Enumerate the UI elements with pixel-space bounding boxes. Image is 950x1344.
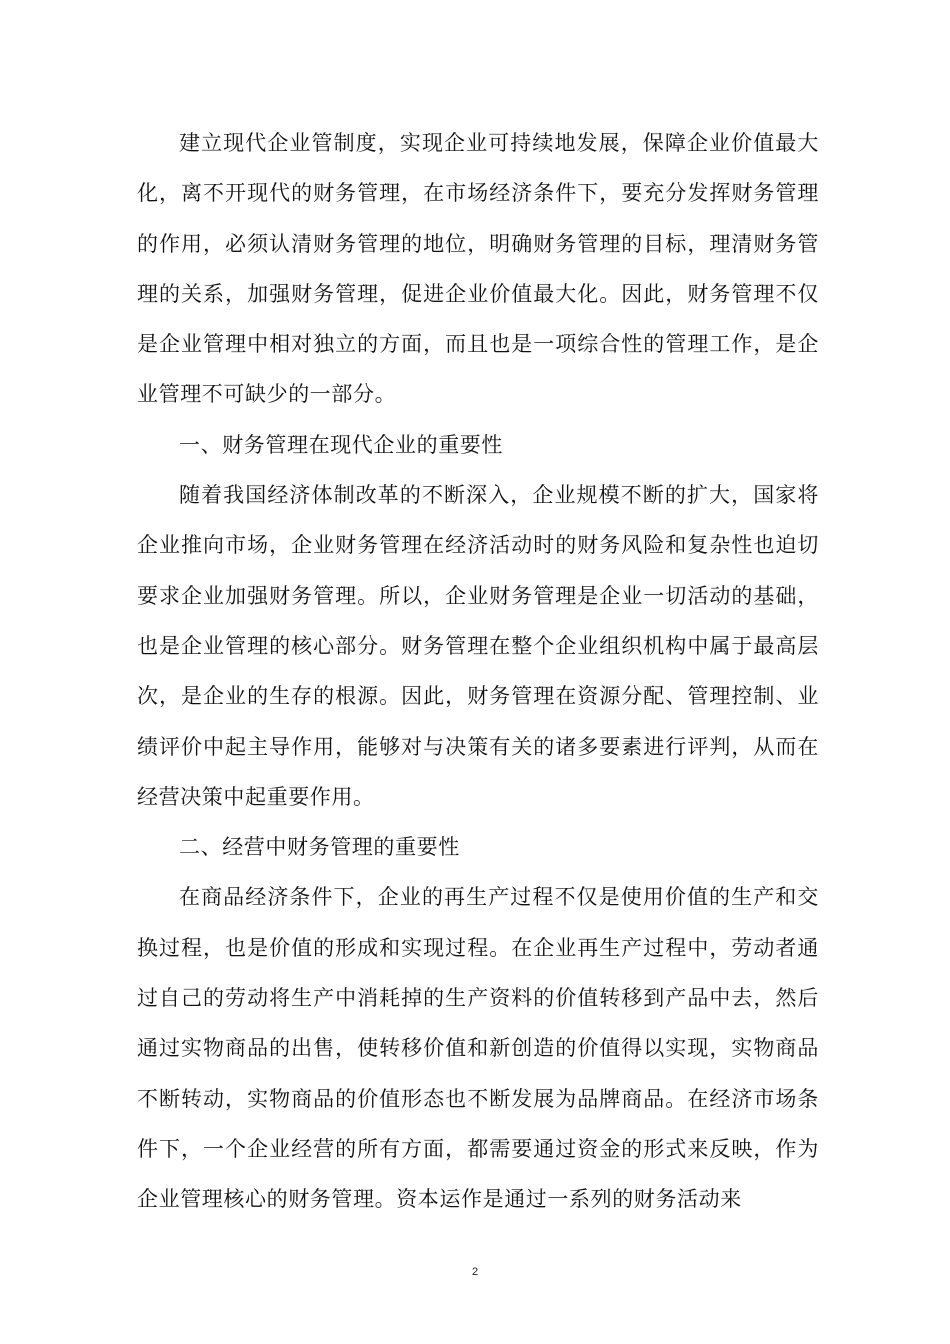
section-heading-1: 一、财务管理在现代企业的重要性 — [179, 432, 503, 457]
page-number: 2 — [471, 1266, 479, 1278]
intro-paragraph: 建立现代企业管制度，实现企业可持续地发展，保障企业价值最大化，离不开现代的财务管理，在市场经济条件下，要充分发挥财务管理的作用，必须认清财务管理的地位，明确财务管理的目标，理清财务管理的关系，加强财务管理，促进企业价值最大化。因此，财务管理不仅是企业管理中相对独立的方面，而且也是一项综合性的管理工作，是企业管理不可缺少的一部分。 — [137, 131, 819, 407]
section-2-paragraph: 在商品经济条件下，企业的再生产过程不仅是使用价值的生产和交换过程，也是价值的形成和实现过程。在企业再生产过程中，劳动者通过自己的劳动将生产中消耗掉的生产资料的价值转移到产品中去，然后通过实物商品的出售，使转移价值和新创造的价值得以实现，实物商品不断转动，实物商品的价值形态也不断发展为品牌商品。在经济市场条件下，一个企业经营的所有方面，都需要通过资金的形式来反映，作为企业管理核心的财务管理。资本运作是通过一系列的财务活动来 — [137, 885, 819, 1212]
section-1-paragraph: 随着我国经济体制改革的不断深入，企业规模不断的扩大，国家将企业推向市场，企业财务管理在经济活动时的财务风险和复杂性也迫切要求企业加强财务管理。所以，企业财务管理是企业一切活动的基础，也是企业管理的核心部分。财务管理在整个企业组织机构中属于最高层次，是企业的生存的根源。因此，财务管理在资源分配、管理控制、业绩评价中起主导作用，能够对与决策有关的诸多要素进行评判，从而在经营决策中起重要作用。 — [137, 483, 819, 809]
section-heading-2: 二、经营中财务管理的重要性 — [179, 835, 460, 860]
document-body — [137, 118, 819, 1225]
